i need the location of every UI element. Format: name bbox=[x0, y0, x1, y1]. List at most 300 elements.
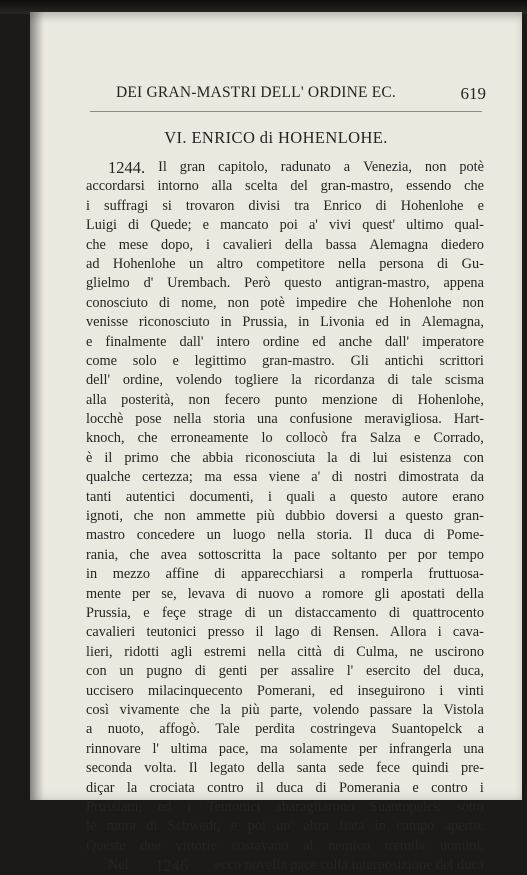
word: quattrocento bbox=[412, 604, 484, 621]
word: fra bbox=[340, 430, 357, 447]
text-line bbox=[86, 410, 484, 429]
word: ignoti, bbox=[86, 508, 123, 525]
word: ad bbox=[86, 255, 100, 272]
word: da bbox=[470, 469, 484, 486]
word: persona bbox=[379, 255, 424, 272]
word: i bbox=[205, 236, 210, 253]
word: ma bbox=[204, 469, 222, 486]
word: cava- bbox=[452, 624, 484, 641]
word: Schwedt, bbox=[167, 818, 221, 835]
word: vivamente bbox=[119, 701, 180, 718]
text-line bbox=[86, 255, 484, 274]
word: al bbox=[303, 837, 314, 854]
word: locchè bbox=[86, 411, 124, 428]
word: radunato bbox=[280, 159, 331, 175]
word: riconosciuta bbox=[245, 449, 316, 466]
word: fruttuosa- bbox=[428, 566, 484, 583]
word: sotto bbox=[456, 798, 484, 815]
word: dimostrata bbox=[398, 469, 459, 486]
word: esercito bbox=[366, 663, 411, 680]
word: quali bbox=[286, 488, 315, 505]
word: e bbox=[477, 197, 484, 214]
text-line bbox=[86, 604, 484, 623]
word: Livonia bbox=[320, 314, 365, 331]
word: e bbox=[172, 352, 179, 369]
word: volta. bbox=[144, 760, 177, 777]
word: ed bbox=[158, 798, 172, 815]
text-line bbox=[86, 701, 484, 720]
word: che bbox=[133, 508, 154, 525]
word: Il bbox=[158, 159, 167, 175]
word: ed bbox=[375, 314, 389, 331]
word: a bbox=[343, 159, 351, 175]
text-line bbox=[86, 158, 484, 177]
word: della bbox=[284, 236, 313, 253]
word: apostati bbox=[400, 585, 446, 602]
word: finalmente bbox=[105, 333, 167, 350]
word: qualche bbox=[86, 469, 131, 486]
word: volendo bbox=[175, 372, 222, 389]
word: con bbox=[463, 449, 484, 466]
word: autentici bbox=[125, 488, 176, 505]
word: intorno bbox=[157, 178, 199, 195]
word: la bbox=[291, 372, 302, 389]
text-line bbox=[86, 526, 484, 545]
word: knoch, bbox=[86, 430, 125, 447]
word: solamente bbox=[289, 740, 348, 757]
word: Però bbox=[244, 275, 271, 292]
word: concedere bbox=[136, 527, 195, 544]
word: documenti, bbox=[189, 488, 254, 505]
word: ultimo bbox=[406, 217, 444, 234]
word: in bbox=[298, 314, 310, 331]
header-title: DEI GRAN-MASTRI DELL' ORDINE EC. bbox=[116, 84, 396, 101]
word: pace, bbox=[218, 740, 249, 757]
word: cavalieri bbox=[222, 236, 273, 253]
word: Teutonici bbox=[206, 798, 261, 815]
word: a bbox=[86, 721, 93, 738]
header-rule bbox=[90, 111, 482, 112]
word: strage bbox=[198, 604, 233, 621]
word: primo bbox=[124, 449, 159, 466]
word: di bbox=[331, 469, 343, 486]
word: come bbox=[86, 352, 117, 369]
word: vivi bbox=[328, 217, 352, 234]
word: Gu- bbox=[461, 255, 484, 272]
word: mezzo bbox=[112, 566, 151, 583]
word: un bbox=[206, 527, 221, 544]
word: quest' bbox=[362, 217, 396, 234]
word: ma bbox=[260, 740, 278, 757]
word: affine bbox=[165, 566, 199, 583]
word: nella bbox=[173, 411, 202, 428]
word: potè bbox=[459, 159, 484, 175]
word: ed bbox=[312, 333, 326, 350]
word: non bbox=[188, 391, 210, 408]
word: ne bbox=[409, 643, 424, 660]
word: e bbox=[412, 779, 419, 796]
word: così bbox=[86, 701, 110, 718]
word: la bbox=[422, 701, 433, 718]
text-line bbox=[86, 585, 484, 604]
word: duca bbox=[276, 779, 304, 796]
word: dall' bbox=[385, 333, 410, 350]
word: gran-mastro. bbox=[262, 352, 335, 369]
word: una bbox=[463, 740, 484, 757]
word: nella bbox=[277, 527, 306, 544]
word: a bbox=[388, 508, 395, 525]
word: appena bbox=[443, 275, 484, 292]
word: seconda bbox=[86, 760, 133, 777]
word: duca, bbox=[453, 663, 484, 680]
word: della bbox=[256, 760, 285, 777]
word: rinnovare bbox=[86, 740, 141, 757]
word: togliere bbox=[234, 372, 279, 389]
text-line bbox=[86, 740, 484, 759]
word: di bbox=[146, 818, 158, 835]
word: ed bbox=[329, 682, 344, 699]
word: poi bbox=[279, 217, 298, 234]
word: ammette bbox=[196, 508, 246, 525]
word: per bbox=[388, 546, 407, 563]
word: Tale bbox=[215, 721, 240, 738]
section-title: VI. ENRICO di HOHENLOHE. bbox=[164, 128, 388, 147]
word: mura bbox=[106, 818, 137, 835]
word: un bbox=[268, 604, 283, 621]
word: Pome- bbox=[446, 527, 484, 544]
text-line bbox=[86, 391, 484, 410]
word: di bbox=[194, 663, 207, 680]
word: dubbio bbox=[285, 508, 326, 525]
word: di bbox=[244, 604, 256, 621]
word: contro bbox=[431, 779, 468, 796]
paragraph-2-text: ecco novella pace colla interposizione del duca bbox=[214, 857, 484, 874]
body-text bbox=[86, 158, 484, 875]
word: qual- bbox=[454, 217, 484, 234]
word: anche bbox=[338, 333, 373, 350]
word: i bbox=[267, 488, 272, 505]
word: autore bbox=[402, 488, 438, 505]
word: antichi bbox=[384, 352, 424, 369]
word: diedero bbox=[441, 236, 484, 253]
word: levava bbox=[187, 585, 225, 602]
word: il bbox=[255, 779, 264, 796]
word: doversi bbox=[335, 508, 378, 525]
word: passare bbox=[369, 701, 412, 718]
word: l' bbox=[346, 663, 354, 680]
text-line bbox=[86, 216, 484, 235]
word: nuovo bbox=[258, 585, 294, 602]
word: i bbox=[187, 798, 192, 815]
word: scisma bbox=[445, 372, 484, 389]
word: contro bbox=[207, 779, 244, 796]
word: alla bbox=[86, 391, 107, 408]
word: presso bbox=[207, 624, 245, 641]
word: le bbox=[86, 818, 97, 835]
word: un bbox=[189, 255, 204, 272]
word: volendo bbox=[313, 701, 360, 718]
word: suffragi bbox=[104, 197, 149, 214]
word: diçar bbox=[86, 779, 115, 796]
word: agli bbox=[170, 643, 193, 660]
word: la bbox=[220, 701, 231, 718]
word: se, bbox=[161, 585, 177, 602]
word: questo bbox=[405, 508, 443, 525]
word: Queste bbox=[86, 837, 126, 854]
word: vinti bbox=[457, 682, 484, 699]
word: Prussia, bbox=[86, 604, 131, 621]
word: quindi bbox=[412, 760, 449, 777]
word: Hohenlohe bbox=[388, 294, 452, 311]
text-line bbox=[86, 682, 484, 701]
word: confusione bbox=[289, 411, 353, 428]
word: nella bbox=[257, 643, 286, 660]
word: Hohenlohe bbox=[112, 255, 176, 272]
word: Hart- bbox=[453, 411, 484, 428]
text-line bbox=[86, 488, 484, 507]
word: il bbox=[255, 624, 264, 641]
word: nemico bbox=[328, 837, 371, 854]
word: nome, bbox=[181, 294, 217, 311]
word: perdita bbox=[255, 721, 295, 738]
word: e bbox=[230, 818, 238, 835]
text-line bbox=[86, 274, 484, 293]
word: di bbox=[387, 372, 399, 389]
word: distaccamento bbox=[294, 604, 377, 621]
word: Pomerania bbox=[338, 779, 401, 796]
word: gran- bbox=[453, 508, 484, 525]
word: santa bbox=[296, 760, 327, 777]
word: gran-mastro, bbox=[320, 178, 394, 195]
word: fecero bbox=[224, 391, 261, 408]
word: infrangerla bbox=[388, 740, 452, 757]
word: di bbox=[389, 604, 401, 621]
word: ridotti bbox=[124, 643, 160, 660]
word: genti bbox=[218, 663, 248, 680]
word: mancato bbox=[220, 217, 269, 234]
word: sbaragliarono bbox=[276, 798, 355, 815]
word: Luigi bbox=[86, 217, 117, 234]
word: crociata bbox=[149, 779, 195, 796]
word: glielmo bbox=[86, 275, 130, 292]
word: uscirono bbox=[434, 643, 484, 660]
word: Venezia, bbox=[363, 159, 412, 175]
word: di bbox=[128, 217, 140, 234]
word: nella bbox=[338, 255, 366, 272]
word: costavano bbox=[231, 837, 289, 854]
word: Il bbox=[188, 760, 198, 777]
word: a' bbox=[308, 217, 318, 234]
word: di bbox=[214, 566, 226, 583]
word: ordine bbox=[262, 333, 300, 350]
word: Corrado, bbox=[433, 430, 484, 447]
word: fece bbox=[376, 760, 400, 777]
word: impedire bbox=[295, 294, 347, 311]
word: un' bbox=[276, 818, 294, 835]
word: campo bbox=[396, 818, 435, 835]
word: vittorie bbox=[175, 837, 217, 854]
word: che bbox=[189, 701, 210, 718]
word: Gli bbox=[350, 352, 369, 369]
word: riconosciuto bbox=[138, 314, 210, 331]
word: por bbox=[417, 546, 437, 563]
word: menzione bbox=[321, 391, 378, 408]
word: punto bbox=[274, 391, 308, 408]
word: Allora bbox=[389, 624, 427, 641]
word: della bbox=[456, 585, 484, 602]
word: parte, bbox=[270, 701, 303, 718]
word: aperto. bbox=[444, 818, 484, 835]
text-line bbox=[86, 817, 484, 836]
word: con bbox=[86, 663, 107, 680]
word: dell' bbox=[86, 372, 111, 389]
word: divisi bbox=[248, 197, 281, 214]
word: competitore bbox=[256, 255, 325, 272]
paragraph-1-year: 1244. bbox=[108, 158, 146, 177]
word: di bbox=[423, 527, 435, 544]
word: che bbox=[170, 449, 191, 466]
word: lago bbox=[274, 624, 300, 641]
word: questo bbox=[350, 488, 388, 505]
word: alla bbox=[211, 178, 233, 195]
word: Suantopelck bbox=[369, 798, 441, 815]
word: Hohenlohe, bbox=[417, 391, 484, 408]
word: pre- bbox=[460, 760, 484, 777]
word: che bbox=[86, 236, 106, 253]
word: collocò bbox=[285, 430, 328, 447]
word: la bbox=[126, 779, 138, 796]
word: si bbox=[162, 197, 172, 214]
word: ricordanza bbox=[314, 372, 375, 389]
word: nuoto, bbox=[107, 721, 144, 738]
word: abbia bbox=[202, 449, 234, 466]
word: che bbox=[137, 430, 158, 447]
word: e bbox=[413, 430, 421, 447]
word: feçe bbox=[162, 604, 186, 621]
word: venisse bbox=[86, 314, 129, 331]
page-number: 619 bbox=[460, 84, 486, 103]
word: che bbox=[357, 294, 378, 311]
word: bassa bbox=[325, 236, 357, 253]
word: Rensen. bbox=[332, 624, 379, 641]
word: inseguirono bbox=[357, 682, 426, 699]
word: d' bbox=[143, 275, 154, 292]
text-line bbox=[86, 546, 484, 565]
word: il bbox=[104, 449, 113, 466]
word: tale bbox=[411, 372, 433, 389]
word: Prussiani; bbox=[86, 798, 143, 815]
text-line bbox=[86, 468, 484, 487]
word: essendo bbox=[406, 178, 452, 195]
word: lo bbox=[261, 430, 273, 447]
word: Culma, bbox=[356, 643, 398, 660]
word: erroneamente bbox=[170, 430, 249, 447]
word: imperatore bbox=[422, 333, 484, 350]
word: la bbox=[327, 449, 338, 466]
word: trovaron bbox=[185, 197, 235, 214]
text-line bbox=[86, 507, 484, 526]
word: affogò. bbox=[159, 721, 200, 738]
word: teutonici bbox=[146, 624, 197, 641]
word: i bbox=[86, 197, 90, 214]
word: accordarsi bbox=[86, 178, 145, 195]
text-line bbox=[86, 352, 484, 371]
word: mastro bbox=[86, 527, 125, 544]
word: scrittori bbox=[439, 352, 484, 369]
word: a' bbox=[311, 469, 321, 486]
word: intero bbox=[216, 333, 250, 350]
text-line bbox=[86, 779, 484, 798]
word: di bbox=[236, 585, 248, 602]
word: Prussia, bbox=[242, 314, 288, 331]
word: apparecchiarsi bbox=[241, 566, 324, 583]
word: del bbox=[290, 178, 308, 195]
word: romore bbox=[322, 585, 364, 602]
word: Enrico bbox=[323, 197, 362, 214]
word: dall' bbox=[179, 333, 204, 350]
word: poi bbox=[247, 818, 266, 835]
word: romperla bbox=[361, 566, 413, 583]
text-line bbox=[86, 371, 484, 390]
word: per bbox=[131, 585, 151, 602]
word: Urembach. bbox=[167, 275, 231, 292]
word: i bbox=[439, 682, 444, 699]
word: conosciuto bbox=[86, 294, 148, 311]
word: avea bbox=[160, 546, 187, 563]
word: di bbox=[333, 643, 345, 660]
word: in bbox=[374, 818, 386, 835]
word: a bbox=[339, 566, 346, 583]
word: due bbox=[140, 837, 161, 854]
text-line bbox=[86, 177, 484, 196]
word: lieri, bbox=[86, 643, 113, 660]
word: gran bbox=[179, 159, 206, 175]
paragraph-1 bbox=[86, 158, 484, 856]
word: Il bbox=[364, 527, 373, 544]
word: solo bbox=[132, 352, 157, 369]
word: che bbox=[129, 546, 150, 563]
word: scelta bbox=[245, 178, 278, 195]
word: legato bbox=[209, 760, 245, 777]
text-line bbox=[86, 643, 484, 662]
text-line bbox=[86, 294, 484, 313]
word: questo bbox=[284, 275, 322, 292]
word: tempo bbox=[448, 546, 484, 563]
word: e bbox=[143, 604, 150, 621]
word: milacinquecento bbox=[148, 682, 243, 699]
text-line bbox=[86, 449, 484, 468]
word: a bbox=[477, 721, 484, 738]
book-page bbox=[30, 12, 522, 875]
word: legittimo bbox=[194, 352, 247, 369]
word: pace bbox=[293, 546, 321, 563]
text-line bbox=[86, 662, 484, 681]
text-line bbox=[86, 429, 484, 448]
word: la bbox=[272, 546, 283, 563]
running-header bbox=[116, 84, 486, 106]
word: non bbox=[424, 159, 447, 175]
word: città bbox=[297, 643, 322, 660]
word: a bbox=[329, 488, 336, 505]
text-line bbox=[86, 333, 484, 352]
word: non bbox=[227, 294, 250, 311]
word: di bbox=[375, 197, 387, 214]
word: Alemagna bbox=[369, 236, 429, 253]
word: luogo bbox=[232, 527, 266, 544]
word: non bbox=[164, 508, 186, 525]
word: del bbox=[423, 663, 441, 680]
word: più bbox=[256, 508, 275, 525]
